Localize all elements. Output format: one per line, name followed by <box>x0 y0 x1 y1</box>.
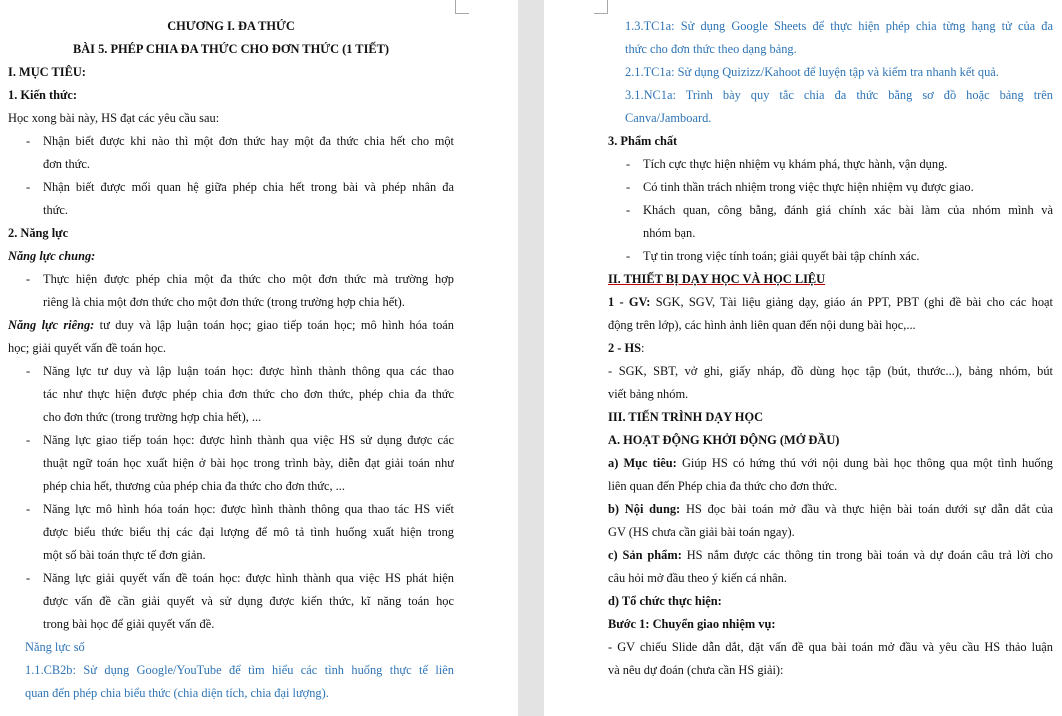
paragraph-content-cont: GV (HS chưa cần giải bài toán ngay). <box>608 525 795 539</box>
bullet-specific-4 <box>8 567 454 590</box>
content-text: HS đọc bài toán mở đầu và thực hiện bài toán dưới sự dẫn dắt của <box>680 502 1053 516</box>
paragraph-teacher-materials <box>608 291 1053 314</box>
teacher-materials-text: SGK, SGV, Tài liệu giảng dạy, giáo án PPT, PBT (ghi đề bài cho các hoạt <box>650 295 1053 309</box>
bullet-specific-2-cont: phép chia hết, thương của phép chia đa thức cho đơn thức, ... <box>43 479 345 493</box>
bullet-dash: - <box>626 203 631 217</box>
subheading-step-1: Bước 1: Chuyển giao nhiệm vụ: <box>608 617 776 631</box>
bullet-dash: - <box>626 180 631 194</box>
subheading-general-competence: Năng lực chung: <box>8 249 96 263</box>
digital-competence-item-2-cont: thức cho đơn thức theo dạng bảng. <box>625 42 797 56</box>
chapter-title: CHƯƠNG I. ĐA THỨC <box>167 19 295 33</box>
subheading-warmup-activity: A. HOẠT ĐỘNG KHỞI ĐỘNG (MỞ ĐẦU) <box>608 433 840 447</box>
paragraph-aim-cont: liên quan đến Phép chia đa thức cho đơn thức. <box>608 479 838 493</box>
bullet-dash: - <box>26 433 31 447</box>
section-heading-process: III. TIẾN TRÌNH DẠY HỌC <box>608 410 764 424</box>
bullet-knowledge-2-cont: thức. <box>43 203 68 217</box>
lesson-title: BÀI 5. PHÉP CHIA ĐA THỨC CHO ĐƠN THỨC (1 TIẾT) <box>72 42 390 56</box>
aim-text: Giúp HS có hứng thú với nội dung bài học thông qua một tình huống <box>676 456 1053 470</box>
bullet-dash: - <box>626 249 631 263</box>
bullet-quality-4 <box>608 245 1053 268</box>
bullet-knowledge-1-cont: đơn thức. <box>43 157 90 171</box>
specific-competence-label: Năng lực riêng: <box>8 318 95 332</box>
bullet-specific-3 <box>8 498 454 521</box>
bullet-knowledge-2 <box>8 176 454 199</box>
bullet-specific-4-cont: trong bài học để giải quyết vấn đề. <box>43 617 215 631</box>
bullet-text: Tự tin trong việc tính toán; giải quyết bài tập chính xác. <box>643 249 920 263</box>
paragraph-product <box>608 544 1053 567</box>
subheading-competence: 2. Năng lực <box>8 226 69 240</box>
digital-competence-item-4-cont: Canva/Jamboard. <box>625 111 712 125</box>
subheading-digital-competence: Năng lực số <box>25 640 85 654</box>
bullet-quality-3-cont: nhóm bạn. <box>643 226 696 240</box>
bullet-dash: - <box>26 502 31 516</box>
bullet-specific-1-cont: tác như thực hiện được phép chia đơn thức cho đơn thức, phép chia đa thức <box>43 387 454 401</box>
bullet-specific-1-cont: cho đơn thức (trong trường hợp chia hết), ... <box>43 410 262 424</box>
paragraph-specific-competence-cont: học; giải quyết vấn đề toán học. <box>8 341 166 355</box>
paragraph-teacher-materials-cont: động trên lớp), các hình ảnh liên quan đến nội dung bài học,... <box>608 318 916 332</box>
aim-label: a) Mục tiêu: <box>608 456 677 470</box>
student-label: 2 - HS <box>608 341 642 355</box>
section-heading-equipment <box>608 268 1053 291</box>
subheading-organization: d) Tổ chức thực hiện: <box>608 594 722 608</box>
margin-corner-mark <box>594 0 608 14</box>
paragraph-aim <box>608 452 1053 475</box>
margin-corner-mark <box>455 0 469 14</box>
bullet-text: Năng lực giải quyết vấn đề toán học: được hình thành qua việc HS phát hiện <box>43 571 454 585</box>
bullet-quality-1 <box>608 153 1053 176</box>
subheading-knowledge: 1. Kiến thức: <box>8 88 78 102</box>
bullet-text: Có tinh thần trách nhiệm trong việc thực hiện nhiệm vụ được giao. <box>643 180 974 194</box>
bullet-specific-3-cont: được biểu thức biểu thị các đại lượng để mô tả tình huống xuất hiện trong <box>43 525 454 539</box>
paragraph-step-1-cont: và nêu dự đoán (chưa cần HS giải): <box>608 663 784 677</box>
paragraph-specific-competence <box>8 314 454 337</box>
digital-competence-item-4: 3.1.NC1a: Trình bày quy tắc chia đa thức bằng sơ đồ hoặc bảng trên <box>625 88 1053 102</box>
bullet-dash: - <box>26 180 31 194</box>
product-text: HS nắm được các thông tin trong bài toán và dự đoán câu trả lời cho <box>681 548 1053 562</box>
bullet-text: Năng lực giao tiếp toán học: được hình thành qua việc HS sử dụng được các <box>43 433 454 447</box>
bullet-general-1 <box>8 268 454 291</box>
bullet-text: Khách quan, công bằng, đánh giá chính xác bài làm của nhóm mình và <box>643 203 1053 217</box>
paragraph-content <box>608 498 1053 521</box>
section-heading-objectives: I. MỤC TIÊU: <box>8 65 86 79</box>
specific-competence-text: tư duy và lập luận toán học; giao tiếp toán học; mô hình hóa toán <box>94 318 454 332</box>
digital-competence-item-3: 2.1.TC1a: Sử dụng Quizizz/Kahoot để luyện tập và kiểm tra nhanh kết quả. <box>625 65 999 79</box>
bullet-text: Năng lực mô hình hóa toán học: được hình thành thông qua thao tác HS viết <box>43 502 454 516</box>
teacher-label: 1 - GV: <box>608 295 651 309</box>
bullet-specific-1 <box>8 360 454 383</box>
bullet-quality-3 <box>608 199 1053 222</box>
document-page-right <box>544 0 1062 716</box>
bullet-quality-2 <box>608 176 1053 199</box>
digital-competence-item-1-cont: quan đến phép chia biểu thức (chia diện tích, chia đại lượng). <box>25 686 329 700</box>
bullet-text: Nhận biết được khi nào thì một đơn thức hay một đa thức chia hết cho một <box>43 134 454 148</box>
digital-competence-item-1: 1.1.CB2b: Sử dụng Google/YouTube để tìm hiểu các tình huống thực tế liên <box>25 663 454 677</box>
paragraph-step-1: - GV chiếu Slide dẫn dắt, đặt vấn đề qua bài toán mở đầu và yêu cầu HS thảo luận <box>608 640 1053 654</box>
bullet-specific-2-cont: thuật ngữ toán học xuất hiện ở bài học trong trình bày, diễn đạt giải toán như <box>43 456 454 470</box>
document-page-left <box>0 0 518 716</box>
bullet-text: Năng lực tư duy và lập luận toán học: được hình thành thông qua các thao <box>43 364 454 378</box>
student-label-colon: : <box>641 341 645 355</box>
student-label-line <box>608 337 1053 360</box>
bullet-general-1-cont: riêng là chia một đơn thức cho một đơn thức (trong trường hợp chia hết). <box>43 295 405 309</box>
paragraph-student-materials-cont: viết bảng nhóm. <box>608 387 689 401</box>
bullet-knowledge-1 <box>8 130 454 153</box>
bullet-text: Nhận biết được mối quan hệ giữa phép chia hết trong bài và phép nhân đa <box>43 180 454 194</box>
bullet-dash: - <box>626 157 631 171</box>
product-label: c) Sản phẩm: <box>608 548 682 562</box>
paragraph-student-materials: - SGK, SBT, vở ghi, giấy nháp, đồ dùng học tập (bút, thước...), bảng nhóm, bút <box>608 364 1053 378</box>
content-label: b) Nội dung: <box>608 502 681 516</box>
section-heading-equipment-text: II. THIẾT BỊ DẠY HỌC VÀ HỌC LIỆU <box>608 272 826 286</box>
page-left-text-column <box>8 0 454 705</box>
paragraph-intro: Học xong bài này, HS đạt các yêu cầu sau: <box>8 111 220 125</box>
paragraph-product-cont: câu hỏi mở đầu theo ý kiến cá nhân. <box>608 571 787 585</box>
bullet-dash: - <box>26 571 31 585</box>
bullet-specific-2 <box>8 429 454 452</box>
digital-competence-item-2: 1.3.TC1a: Sử dụng Google Sheets để thực hiện phép chia từng hạng tử của đa <box>625 19 1053 33</box>
bullet-dash: - <box>26 272 31 286</box>
subheading-qualities: 3. Phẩm chất <box>608 134 678 148</box>
bullet-text: Tích cực thực hiện nhiệm vụ khám phá, thực hành, vận dụng. <box>643 157 948 171</box>
bullet-specific-3-cont: một số bài toán thực tế đơn giản. <box>43 548 206 562</box>
bullet-dash: - <box>26 134 31 148</box>
bullet-text: Thực hiện được phép chia một đa thức cho một đơn thức mà trường hợp <box>43 272 454 286</box>
bullet-dash: - <box>26 364 31 378</box>
page-right-text-column <box>608 0 1053 682</box>
bullet-specific-4-cont: được vấn đề cần giải quyết và sử dụng được kiến thức, kĩ năng toán học <box>43 594 454 608</box>
